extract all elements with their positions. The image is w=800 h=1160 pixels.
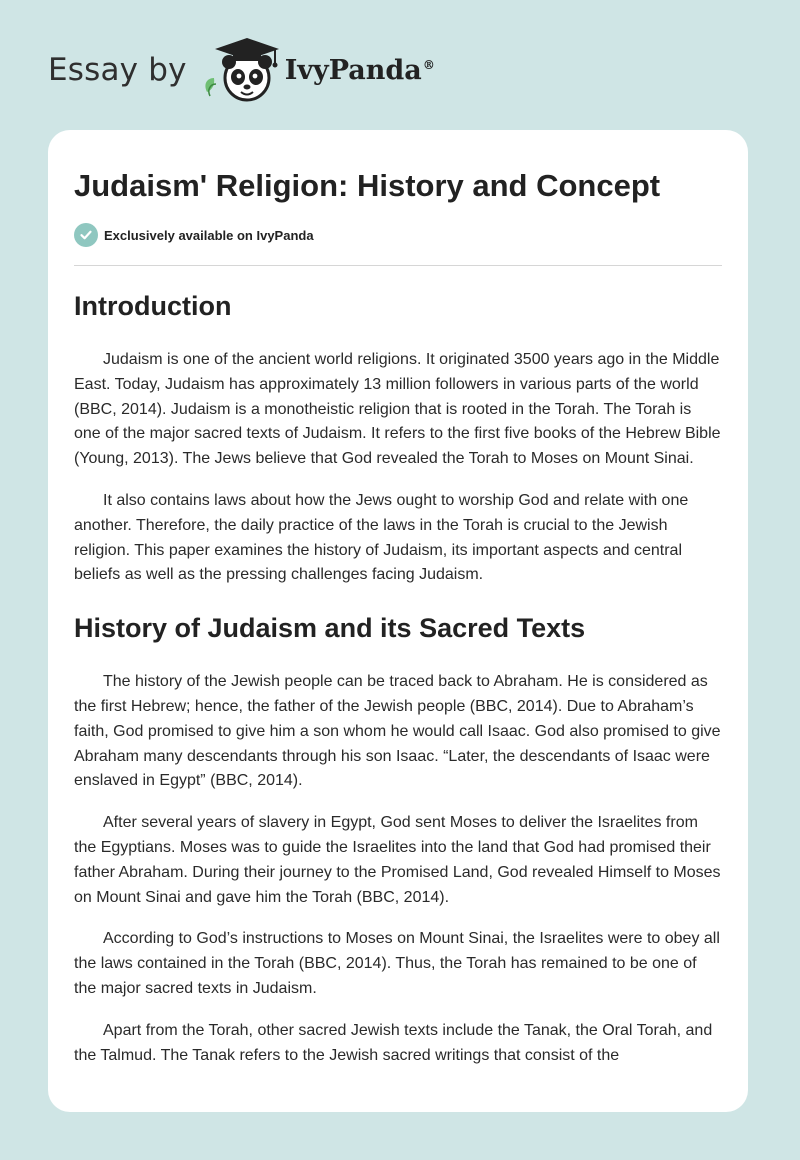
paragraph: After several years of slavery in Egypt, God sent Moses to deliver the Israelites from the Egyptians. Moses was to guide the Israelites into the land that God had promised their father Abraham. During their journey to the Promised Land, God revealed Himself to Moses on Mount Sinai and gave him the Torah (BBC, 2014). bbox=[74, 814, 721, 906]
registered-mark: ® bbox=[422, 57, 435, 72]
divider bbox=[74, 265, 722, 266]
essay-card bbox=[48, 130, 748, 1112]
paragraph: Apart from the Torah, other sacred Jewish texts include the Tanak, the Oral Torah, and the Talmud. The Tanak refers to the Jewish sacred writings that consist of the bbox=[74, 1021, 713, 1064]
check-circle-icon bbox=[74, 223, 98, 247]
essay-title: Judaism' Religion: History and Concept bbox=[74, 168, 661, 203]
section-heading-history: History of Judaism and its Sacred Texts bbox=[74, 613, 586, 644]
paragraph: It also contains laws about how the Jews ought to worship God and relate with one another. Therefore, the daily practice of the laws in the Torah is crucial to the Jewish religion. This paper examines the history of Judaism, its important aspects and central beliefs as well as the pressing challenges facing Judaism. bbox=[74, 491, 689, 584]
badge-text: Exclusively available on IvyPanda bbox=[104, 227, 314, 243]
brand-prefix: Essay by bbox=[48, 52, 187, 88]
paragraph: The history of the Jewish people can be traced back to Abraham. He is considered as the first Hebrew; hence, the father of the Jewish people (BBC, 2014). Due to Abraham’s faith, God promised to give him a son whom he would call Isaac. God also promised to give Abraham many descendants through his son Isaac. “Later, the descendants of Isaac were enslaved in Egypt” (BBC, 2014). bbox=[74, 673, 721, 790]
exclusive-badge bbox=[74, 222, 722, 248]
brand-name[interactable]: IvyPanda® bbox=[284, 54, 435, 86]
paragraph: According to God’s instructions to Moses on Mount Sinai, the Israelites were to obey all the laws contained in the Torah (BBC, 2014). Thus, the Torah has remained to be one of the major sacred texts in Judaism. bbox=[74, 930, 720, 997]
site-header bbox=[48, 34, 435, 106]
section-heading-introduction: Introduction bbox=[74, 291, 232, 321]
panda-graduate-icon[interactable] bbox=[201, 34, 285, 106]
paragraph: Judaism is one of the ancient world religions. It originated 3500 years ago in the Middle East. Today, Judaism has approximately 13 million followers in various parts of the world (BBC, 2014). Judaism is a monotheistic religion that is rooted in the Torah. The Torah is one of the major sacred texts of Judaism. It refers to the first five books of the Hebrew Bible (Young, 2013). The Jews believe that God revealed the Torah to Moses on Mount Sinai. bbox=[74, 351, 721, 468]
